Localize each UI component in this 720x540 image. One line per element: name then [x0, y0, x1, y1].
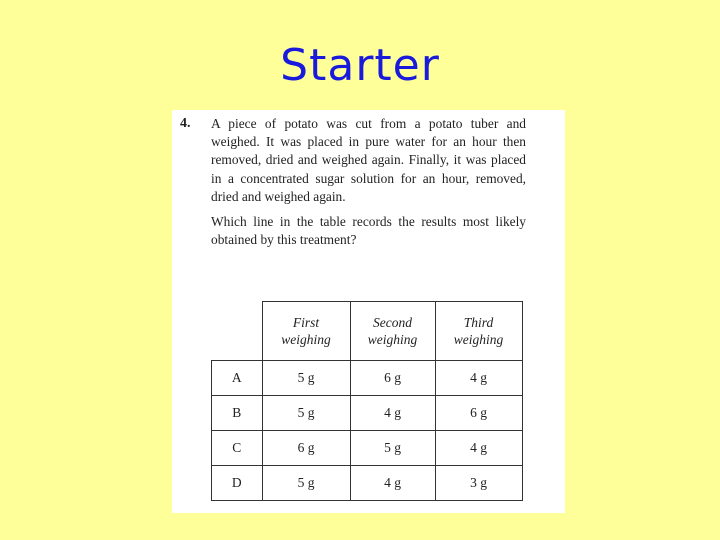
- table-cell: 4 g: [435, 431, 522, 466]
- row-label: C: [212, 431, 263, 466]
- table-cell: 6 g: [435, 396, 522, 431]
- row-label: A: [212, 361, 263, 396]
- header-text: Second: [373, 315, 412, 330]
- question-scan: [172, 110, 565, 513]
- header-text: First: [292, 315, 320, 330]
- table-cell: 6 g: [350, 361, 435, 396]
- table-row: [212, 466, 523, 501]
- header-first-weighing: [262, 302, 350, 361]
- row-label: B: [212, 396, 263, 431]
- header-second-weighing: [350, 302, 435, 361]
- header-third-weighing: [435, 302, 522, 361]
- row-label: D: [212, 466, 263, 501]
- header-text: weighing: [281, 332, 331, 347]
- table-row: [212, 361, 523, 396]
- table-cell: 4 g: [435, 361, 522, 396]
- question-paragraph-2: Which line in the table records the results most likely obtained by this treatment?: [211, 214, 526, 248]
- table-cell: 5 g: [262, 361, 350, 396]
- question-text: [211, 115, 526, 249]
- header-text: weighing: [367, 332, 418, 347]
- table-corner: [212, 302, 263, 361]
- table-row: [212, 396, 523, 431]
- table-cell: 5 g: [262, 396, 350, 431]
- table-cell: 3 g: [435, 466, 522, 501]
- table-cell: 5 g: [262, 466, 350, 501]
- table-header-row: [212, 302, 523, 361]
- table-cell: 6 g: [262, 431, 350, 466]
- table-cell: 5 g: [350, 431, 435, 466]
- header-text: weighing: [453, 332, 504, 347]
- table-cell: 4 g: [350, 466, 435, 501]
- question-number: 4.: [180, 116, 191, 131]
- slide-title: Starter: [280, 40, 440, 91]
- header-text: Third: [463, 315, 494, 330]
- results-table: [211, 301, 523, 501]
- question-paragraph-1: A piece of potato was cut from a potato tuber and weighed. It was placed in pure water for an hour then removed, dried and weighed again. Finally, it was placed in a concentrated sugar solution for an hour, removed, dried and weighed again.: [211, 116, 526, 204]
- table-cell: 4 g: [350, 396, 435, 431]
- table-row: [212, 431, 523, 466]
